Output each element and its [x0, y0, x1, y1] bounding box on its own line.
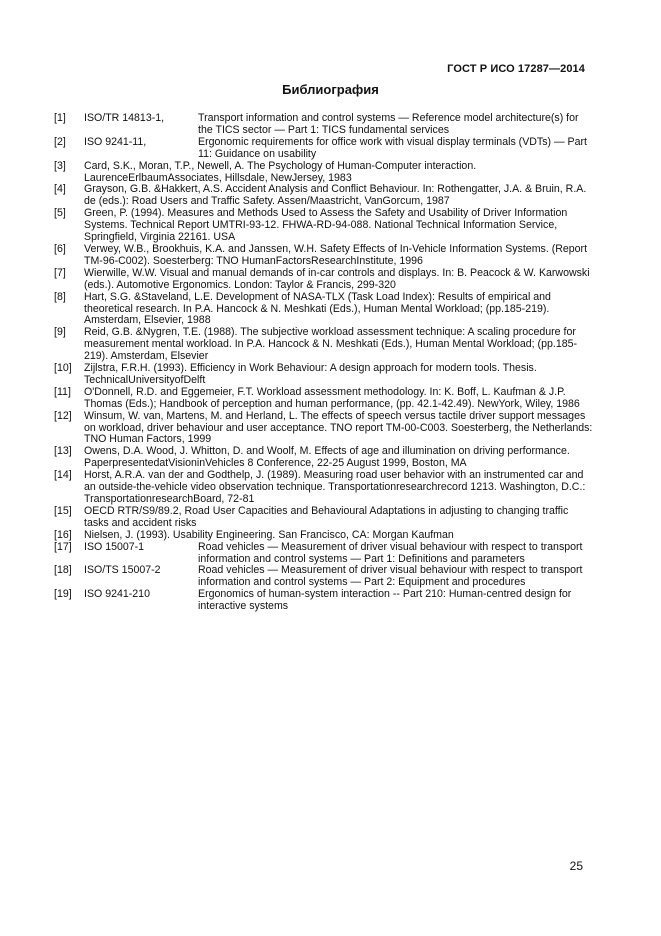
reference-code: ISO 9241-210 [84, 588, 150, 601]
reference-number: [1] [54, 112, 66, 124]
reference-text: Grayson, G.B. &Hakkert, A.S. Accident Analysis and Conflict Behaviour. In: Rothengatter, J.A. & Bruin, R.A. de (eds.): Road Users and Traffic Safety. Assen/Maastricht, VanGorcum, 1987 [84, 183, 587, 208]
reference-text: Road vehicles — Measurement of driver visual behaviour with respect to transport information and control systems — Part 2: Equipment and procedures [198, 564, 583, 589]
reference-item [54, 446, 594, 470]
reference-code: ISO/TS 15007-2 [84, 564, 161, 577]
reference-item [54, 184, 594, 208]
reference-item [54, 244, 594, 268]
reference-item [54, 589, 594, 613]
reference-item [54, 530, 594, 542]
reference-text: Transport information and control systems — Reference model architecture(s) for the TICS sector — Part 1: TICS fundamental services [198, 112, 579, 136]
reference-text: Verwey, W.B., Brookhuis, K.A. and Janssen, W.H. Safety Effects of In-Vehicle Information Systems. (Report TM-96-C002). Soesterberg: TNO HumanFactorsResearchInstitute, 1996 [84, 242, 588, 267]
reference-item [54, 542, 594, 566]
reference-item [54, 506, 594, 530]
reference-text: O'Donnell, R.D. and Eggemeier, F.T. Workload assessment methodology. In: K. Boff, L. Kaufman & J.P. Thomas (Eds.); Handbook of perception and human performance, (pp. 42.1-42.49). NewYork, Wiley, 1986 [84, 385, 580, 410]
reference-item [54, 565, 594, 589]
reference-number: [14] [54, 469, 72, 482]
reference-text: Card, S.K., Moran, T.P., Newell, A. The Psychology of Human-Computer interaction. LaurenceErlbaumAssociates, Hillsdale, NewJersey, 1983 [84, 159, 477, 184]
reference-text: Ergonomic requirements for office work with visual display terminals (VDTs) — Part 11: Guidance on usability [198, 135, 587, 160]
reference-number: [16] [54, 528, 72, 541]
reference-number: [8] [54, 290, 66, 303]
bibliography-title: Библиография [282, 82, 379, 97]
reference-number: [15] [54, 504, 72, 517]
reference-list [54, 113, 594, 613]
reference-text: Ergonomics of human-system interaction -- Part 210: Human-centred design for interactive systems [198, 588, 572, 613]
reference-number: [13] [54, 445, 72, 458]
reference-number: [2] [54, 135, 66, 148]
reference-item [54, 137, 594, 161]
reference-text: Horst, A.R.A. van der and Godthelp, J. (1989). Measuring road user behavior with an instrumented car and an outside-the-vehicle video observation technique. Transportationresearchrecord 1213. Washington, D.C.: TransportationresearchBoard, 72-81 [84, 469, 586, 505]
reference-code: ISO 9241-11, [84, 135, 147, 148]
reference-text: OECD RTR/S9/89.2, Road User Capacities and Behavioural Adaptations in adjusting to changing traffic tasks and accident risks [84, 504, 569, 529]
reference-code: ISO 15007-1 [84, 540, 145, 553]
reference-text: Nielsen, J. (1993). Usability Engineering. San Francisco, CA: Morgan Kaufman [84, 528, 454, 541]
reference-text: Wierwille, W.W. Visual and manual demands of in-car controls and displays. In: B. Peacock & W. Karwowski (eds.). Automotive Ergonomics. London: Taylor & Francis, 299-320 [84, 266, 590, 291]
reference-number: [7] [54, 266, 66, 279]
reference-number: [10] [54, 362, 72, 375]
reference-number: [11] [54, 385, 71, 398]
reference-item [54, 208, 594, 244]
reference-number: [6] [54, 242, 66, 255]
reference-text: Green, P. (1994). Measures and Methods Used to Assess the Safety and Usability of Driver Information Systems. Technical Report UMTRI-93-12. FHWA-RD-94-088. National Technical Information Service, Springfield, Virginia 22161. USA [84, 207, 568, 244]
reference-text: Winsum, W. van, Martens, M. and Herland, L. The effects of speech versus tactile driver support messages on workload, driver behaviour and user acceptance. TNO report TM-00-C003. Soesterberg, the Netherlands: TNO Human Factors, 1999 [84, 409, 593, 446]
reference-text: Road vehicles — Measurement of driver visual behaviour with respect to transport information and control systems — Part 1: Definitions and parameters [198, 540, 583, 565]
reference-number: [12] [54, 409, 72, 422]
reference-item [54, 470, 594, 506]
reference-item [54, 268, 594, 292]
reference-item [54, 411, 594, 447]
reference-number: [19] [54, 588, 72, 601]
reference-item [54, 327, 594, 363]
reference-number: [3] [54, 159, 66, 172]
reference-text: Reid, G.B. &Nygren, T.E. (1988). The subjective workload assessment technique: A scaling procedure for measurement mental workload. In P.A. Hancock & N. Meshkati (Eds.), Human Mental Workload; (pp.185-219). Amsterdam, Elsevier [84, 326, 578, 363]
reference-item [54, 363, 594, 387]
reference-number: [17] [54, 540, 72, 553]
reference-number: [9] [54, 326, 66, 339]
reference-text: Owens, D.A. Wood, J. Whitton, D. and Woolf, M. Effects of age and illumination on driving performance. PaperpresentedatVisioninVehicles 8 Conference, 22-25 August 1999, Boston, MA [84, 445, 570, 470]
reference-text: Hart, S.G. &Staveland, L.E. Development of NASA-TLX (Task Load Index): Results of empirical and theoretical research. In P.A. Hancock & N. Meshkati (Eds.), Human Mental Workload; (pp.185-219). Amsterdam, Elsevier, 1988 [84, 290, 551, 327]
standard-designation: ГОСТ Р ИСО 17287—2014 [447, 63, 585, 75]
reference-item [54, 292, 594, 328]
reference-text: Zijlstra, F.R.H. (1993). Efficiency in Work Behaviour: A design approach for modern tools. Thesis. TechnicalUniversityofDelft [84, 362, 537, 386]
page-number: 25 [569, 859, 583, 873]
reference-item [54, 161, 594, 185]
reference-number: [18] [54, 564, 72, 577]
reference-item [54, 113, 594, 137]
reference-code: ISO/TR 14813-1, [84, 112, 165, 124]
reference-number: [5] [54, 207, 66, 220]
reference-number: [4] [54, 183, 66, 196]
reference-item [54, 387, 594, 411]
